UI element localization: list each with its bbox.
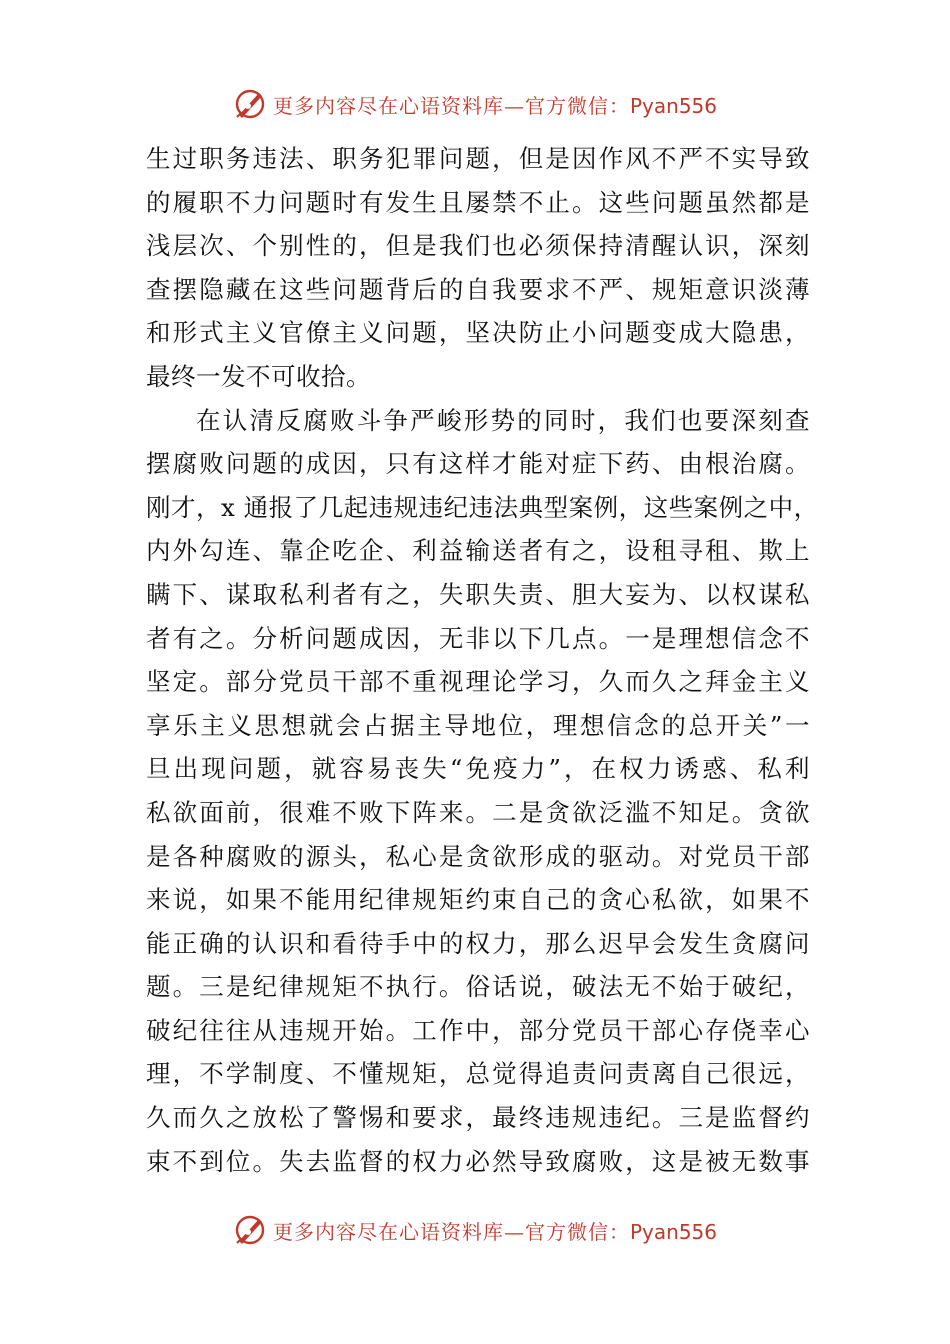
header-watermark	[0, 84, 950, 124]
footer-watermark	[0, 1210, 950, 1250]
text-line: 查摆隐藏在这些问题背后的自我要求不严、规矩意识淡薄	[146, 274, 810, 304]
watermark-text	[273, 1216, 717, 1245]
text-line: 内外勾连、靠企吃企、利益输送者有之，设租寻租、欺上	[146, 536, 810, 566]
text-line: 来说，如果不能用纪律规矩约束自己的贪心私欲，如果不	[146, 885, 810, 915]
text-line: 能正确的认识和看待手中的权力，那么迟早会发生贪腐问	[146, 928, 810, 958]
text-line: 束不到位。失去监督的权力必然导致腐败，这是被无数事	[146, 1146, 810, 1176]
document-body	[146, 137, 819, 1183]
text-line: 最终一发不可收拾。	[146, 361, 371, 391]
text-line: 瞒下、谋取私利者有之，失职失责、胆大妄为、以权谋私	[146, 579, 810, 609]
text-line: 的履职不力问题时有发生且屡禁不止。这些问题虽然都是	[146, 187, 810, 217]
text-line: 私欲面前，很难不败下阵来。二是贪欲泛滥不知足。贪欲	[146, 797, 810, 827]
text-line: 久而久之放松了警惕和要求，最终违规违纪。三是监督约	[146, 1103, 810, 1133]
text-line: 题。三是纪律规矩不执行。俗话说，破法无不始于破纪，	[146, 972, 810, 1002]
watermark-text	[273, 90, 717, 119]
watermark-id-text: Pyan556	[629, 1219, 717, 1244]
text-line: 破纪往往从违规开始。工作中，部分党员干部心存侥幸心	[146, 1015, 810, 1045]
text-line: 坚定。部分党员干部不重视理论学习，久而久之拜金主义	[146, 667, 810, 697]
text-line: 享乐主义思想就会占据主导地位，理想信念的总开关”一	[146, 710, 810, 740]
watermark-id-text: Pyan556	[629, 93, 717, 118]
text-line: 理，不学制度、不懂规矩，总觉得追责问责离自己很远，	[146, 1059, 810, 1089]
watermark-main-text: 更多内容尽在心语资料库—官方微信：	[272, 93, 630, 118]
text-line: 是各种腐败的源头，私心是贪欲形成的驱动。对党员干部	[146, 841, 810, 871]
text-line: 浅层次、个别性的，但是我们也必须保持清醒认识，深刻	[146, 231, 810, 261]
text-line: 刚才，x 通报了几起违规违纪违法典型案例，这些案例之中，	[146, 492, 819, 522]
text-line: 和形式主义官僚主义问题，坚决防止小问题变成大隐患，	[146, 318, 810, 348]
watermark-main-text: 更多内容尽在心语资料库—官方微信：	[272, 1219, 630, 1244]
text-line: 者有之。分析问题成因，无非以下几点。一是理想信念不	[146, 623, 810, 653]
paragraph-start-line: 在认清反腐败斗争严峻形势的同时，我们也要深刻查	[196, 405, 810, 435]
pen-circle-logo-icon	[233, 87, 267, 121]
text-line: 生过职务违法、职务犯罪问题，但是因作风不严不实导致	[146, 144, 810, 173]
pen-circle-logo-icon	[233, 1213, 267, 1247]
text-line: 摆腐败问题的成因，只有这样才能对症下药、由根治腐。	[146, 449, 810, 479]
text-line: 旦出现问题，就容易丧失“免疫力”，在权力诱惑、私利	[146, 754, 810, 784]
